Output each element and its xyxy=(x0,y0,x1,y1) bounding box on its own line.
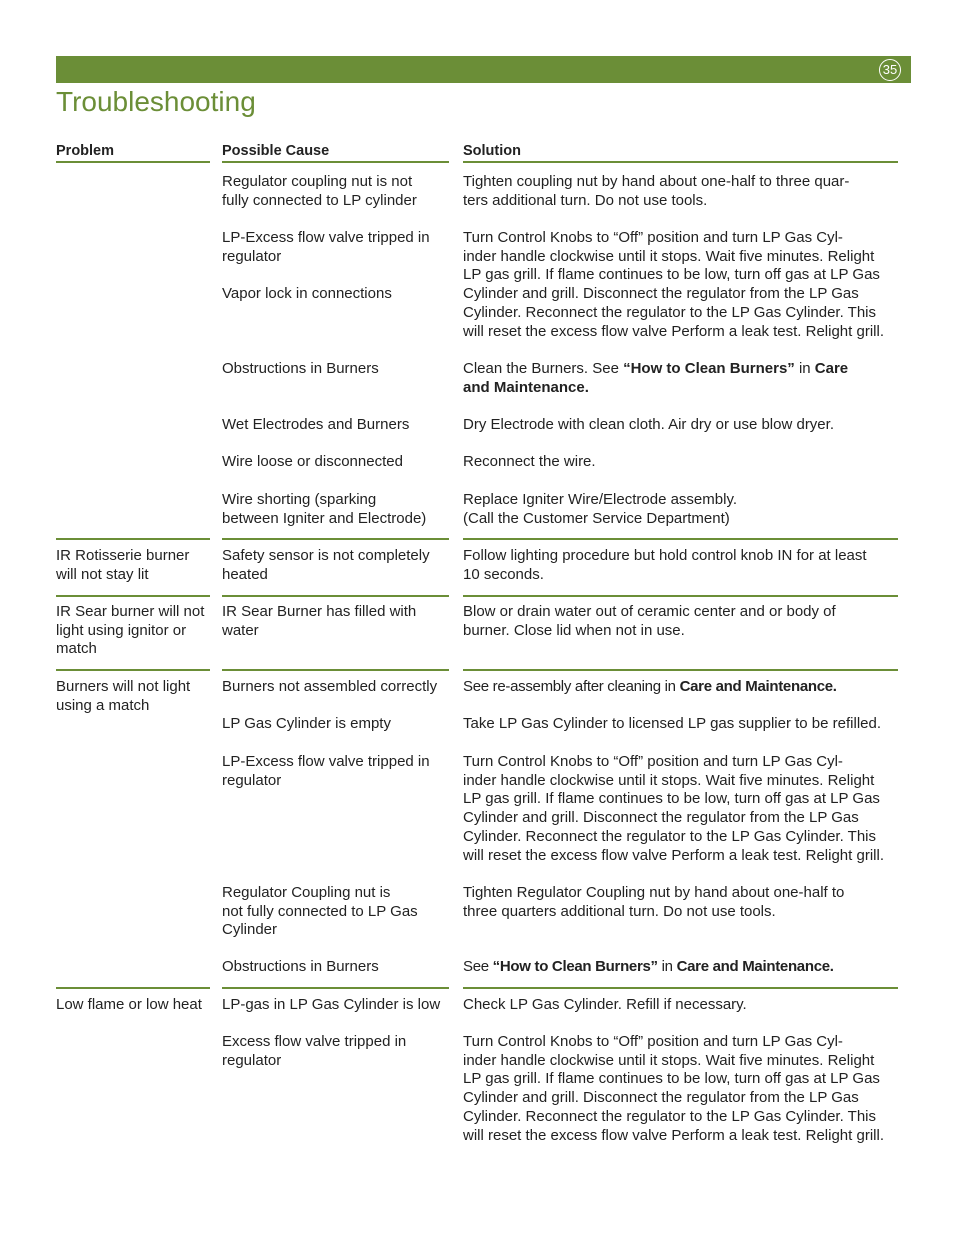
row-divider xyxy=(463,987,898,989)
row-divider xyxy=(222,538,449,540)
solution-cell: Check LP Gas Cylinder. Refill if necessary. xyxy=(463,996,747,1013)
row-divider xyxy=(463,595,898,597)
solution-cell: Dry Electrode with clean cloth. Air dry or use blow dryer. xyxy=(463,416,834,433)
row-divider xyxy=(56,669,210,671)
row-divider xyxy=(463,538,898,540)
cause-cell: LP-Excess flow valve tripped in regulator xyxy=(222,753,430,789)
column-header-problem: Problem xyxy=(56,142,210,163)
cause-cell: Burners not assembled correctly xyxy=(222,678,438,695)
solution-cell: See re-assembly after cleaning in Care and Maintenance. xyxy=(463,678,837,695)
solution-cell: Follow lighting procedure but hold control knob IN for at least 10 seconds. xyxy=(463,547,867,583)
problem-cell: IR Rotisserie burner will not stay lit xyxy=(56,547,190,583)
problem-cell: Burners will not light using a match xyxy=(56,678,191,714)
solution-cell: Clean the Burners. See “How to Clean Burners” in Care and Maintenance. xyxy=(463,360,849,396)
row-divider xyxy=(56,987,210,989)
solution-cell: Take LP Gas Cylinder to licensed LP gas supplier to be refilled. xyxy=(463,715,882,732)
cause-cell: Regulator coupling nut is not fully connected to LP cylinder xyxy=(222,173,417,209)
cause-cell: Regulator Coupling nut is not fully connected to LP Gas Cylinder xyxy=(222,884,418,939)
row-divider xyxy=(222,595,449,597)
column-header-cause: Possible Cause xyxy=(222,142,449,163)
solution-cell: Tighten coupling nut by hand about one-half to three quar- ters additional turn. Do not use tools. xyxy=(463,173,850,209)
row-divider xyxy=(222,987,449,989)
problem-cell: Low flame or low heat xyxy=(56,996,202,1013)
cause-cell: Wire shorting (sparking between Igniter and Electrode) xyxy=(222,491,427,527)
solution-cell: Turn Control Knobs to “Off” position and turn LP Gas Cyl- inder handle clockwise until it stops. Wait five minutes. Relight LP gas grill. If flame continues to be low, turn off gas at LP Gas Cylinder and grill. Disconnect the regulator from the LP Gas Cylinder. Reconnect the regulator to the LP Gas Cylinder. This will reset the excess flow valve Perform a leak test. Relight grill. xyxy=(463,1033,884,1144)
solution-cell: Turn Control Knobs to “Off” position and turn LP Gas Cyl- inder handle clockwise until it stops. Wait five minutes. Relight LP gas grill. If flame continues to be low, turn off gas at LP Gas Cylinder and grill. Disconnect the regulator from the LP Gas Cylinder. Reconnect the regulator to the LP Gas Cylinder. This will reset the excess flow valve Perform a leak test. Relight grill. xyxy=(463,229,884,340)
column-header-solution: Solution xyxy=(463,142,898,163)
solution-cell: Reconnect the wire. xyxy=(463,453,596,470)
header-bar xyxy=(56,56,911,83)
cause-cell: Wire loose or disconnected xyxy=(222,453,403,470)
problem-cell: IR Sear burner will not light using ignitor or match xyxy=(56,603,205,658)
cause-cell: IR Sear Burner has filled with water xyxy=(222,603,417,639)
cause-cell: Excess flow valve tripped in regulator xyxy=(222,1033,407,1069)
row-divider xyxy=(222,669,449,671)
row-divider xyxy=(56,595,210,597)
solution-cell: See “How to Clean Burners” in Care and Maintenance. xyxy=(463,958,834,975)
cause-cell: Obstructions in Burners xyxy=(222,958,379,975)
row-divider xyxy=(56,538,210,540)
cause-cell: Vapor lock in connections xyxy=(222,285,392,302)
cause-cell: Obstructions in Burners xyxy=(222,360,379,377)
solution-cell: Tighten Regulator Coupling nut by hand about one-half to three quarters additional turn. Do not use tools. xyxy=(463,884,845,920)
solution-cell: Replace Igniter Wire/Electrode assembly. (Call the Customer Service Department) xyxy=(463,491,737,527)
page-title: Troubleshooting xyxy=(56,86,256,117)
solution-cell: Blow or drain water out of ceramic center and or body of burner. Close lid when not in use. xyxy=(463,603,836,639)
cause-cell: LP-Excess flow valve tripped in regulator xyxy=(222,229,430,265)
solution-cell: Turn Control Knobs to “Off” position and turn LP Gas Cyl- inder handle clockwise until it stops. Wait five minutes. Relight LP gas grill. If flame continues to be low, turn off gas at LP Gas Cylinder and grill. Disconnect the regulator from the LP Gas Cylinder. Reconnect the regulator to the LP Gas Cylinder. This will reset the excess flow valve Perform a leak test. Relight grill. xyxy=(463,753,884,864)
cause-cell: Wet Electrodes and Burners xyxy=(222,416,410,433)
page-number-badge: 35 xyxy=(879,59,901,81)
cause-cell: LP Gas Cylinder is empty xyxy=(222,715,391,732)
row-divider xyxy=(463,669,898,671)
cause-cell: Safety sensor is not completely heated xyxy=(222,547,430,583)
cause-cell: LP-gas in LP Gas Cylinder is low xyxy=(222,996,441,1013)
